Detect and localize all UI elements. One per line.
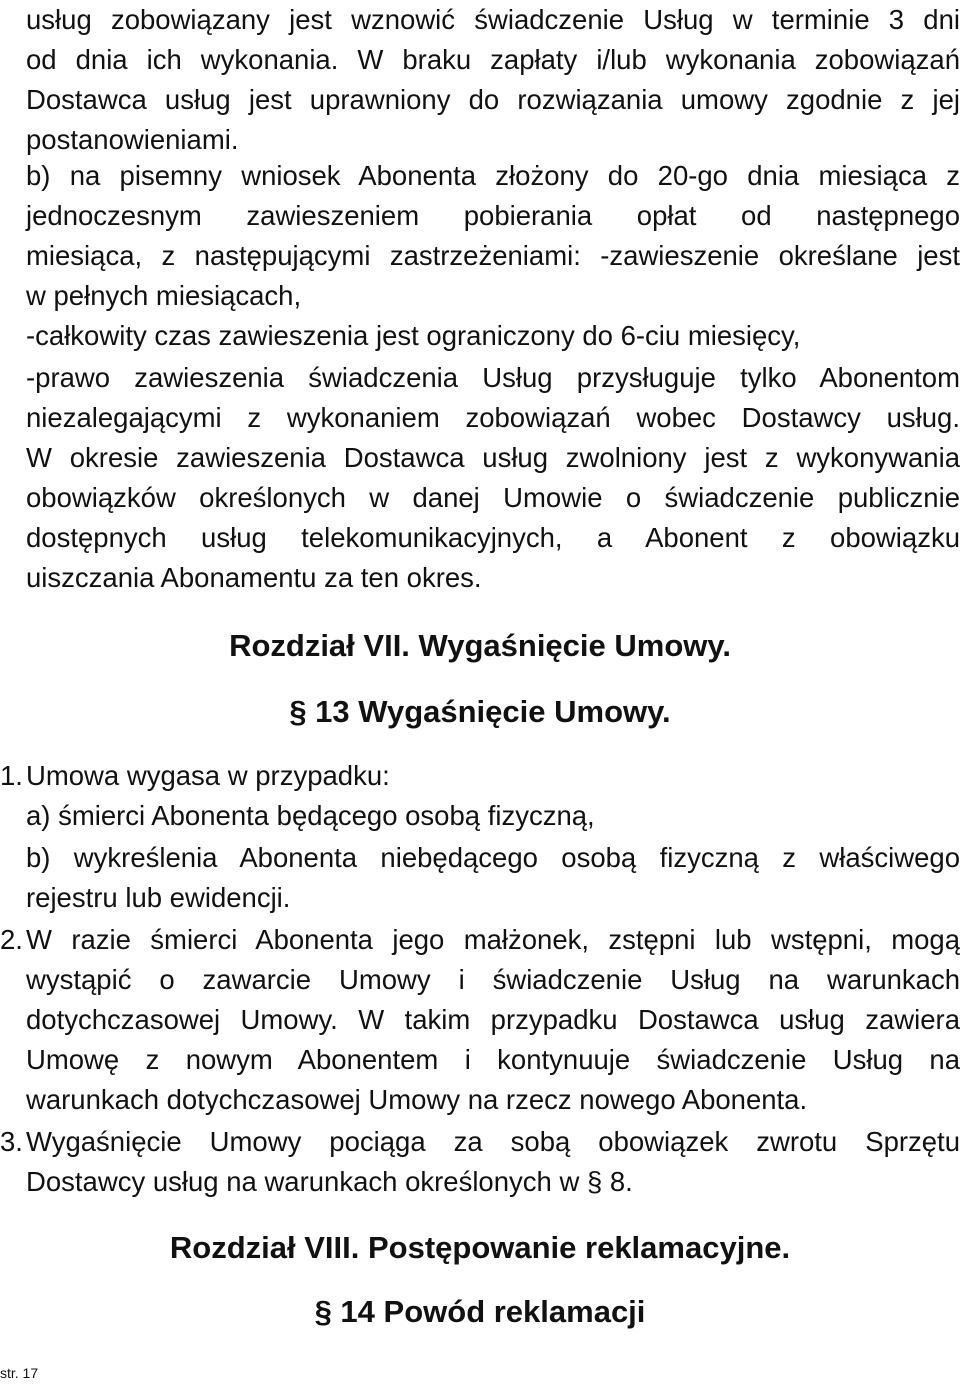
text-line: W razie śmierci Abonenta jego małżonek, zstępni lub wstępni, mogą — [26, 924, 960, 955]
text-line: uiszczania Abonamentu za ten okres. — [26, 562, 482, 593]
text-line: b) wykreślenia Abonenta niebędącego osobą fizyczną z właściwego — [26, 842, 960, 873]
list-number: 3. — [0, 1126, 23, 1157]
text-line: od dnia ich wykonania. W braku zapłaty i/lub wykonania zobowiązań — [26, 44, 960, 75]
text-line: a) śmierci Abonenta będącego osobą fizyczną, — [26, 800, 595, 831]
text-line: -prawo zawieszenia świadczenia Usług przysługuje tylko Abonentom — [26, 362, 960, 393]
chapter-heading: Rozdział VIII. Postępowanie reklamacyjne. — [169, 1230, 791, 1265]
text-line: postanowieniami. — [26, 124, 239, 155]
list-number: 1. — [0, 760, 23, 791]
text-line: Wygaśnięcie Umowy pociąga za sobą obowiązek zwrotu Sprzętu — [26, 1126, 960, 1157]
text-line: jednoczesnym zawieszeniem pobierania opłat od następnego — [26, 200, 960, 231]
text-line: Dostawca usług jest uprawniony do rozwiązania umowy zgodnie z jej — [26, 84, 960, 115]
text-line: Dostawcy usług na warunkach określonych w § 8. — [26, 1166, 633, 1197]
text-line: rejestru lub ewidencji. — [26, 882, 291, 913]
text-line: obowiązków określonych w danej Umowie o świadczenie publicznie — [26, 482, 960, 513]
text-line: niezalegającymi z wykonaniem zobowiązań wobec Dostawcy usług. — [26, 402, 960, 433]
list-number: 2. — [0, 924, 23, 955]
section-heading: § 14 Powód reklamacji — [314, 1294, 646, 1329]
text-line: warunkach dotychczasowej Umowy na rzecz nowego Abonenta. — [26, 1084, 808, 1115]
text-line: wystąpić o zawarcie Umowy i świadczenie Usług na warunkach — [26, 964, 960, 995]
text-line: Umowa wygasa w przypadku: — [26, 760, 390, 791]
text-line: miesiąca, z następującymi zastrzeżeniami: -zawieszenie określane jest — [26, 240, 960, 271]
chapter-heading: Rozdział VII. Wygaśnięcie Umowy. — [229, 628, 731, 663]
text-line: usług zobowiązany jest wznowić świadczenie Usług w terminie 3 dni — [26, 4, 960, 35]
text-line: dotychczasowej Umowy. W takim przypadku Dostawca usług zawiera — [26, 1004, 960, 1035]
page-number: str. 17 — [0, 1365, 39, 1381]
text-line: -całkowity czas zawieszenia jest ograniczony do 6-ciu miesięcy, — [26, 320, 801, 351]
text-line: b) na pisemny wniosek Abonenta złożony do 20-go dnia miesiąca z — [26, 160, 960, 191]
text-line: W okresie zawieszenia Dostawca usług zwolniony jest z wykonywania — [26, 442, 960, 473]
section-heading: § 13 Wygaśnięcie Umowy. — [289, 694, 671, 729]
text-line: dostępnych usług telekomunikacyjnych, a Abonent z obowiązku — [26, 522, 960, 553]
text-line: Umowę z nowym Abonentem i kontynuuje świadczenie Usług na — [26, 1044, 960, 1075]
text-line: w pełnych miesiącach, — [26, 280, 302, 311]
